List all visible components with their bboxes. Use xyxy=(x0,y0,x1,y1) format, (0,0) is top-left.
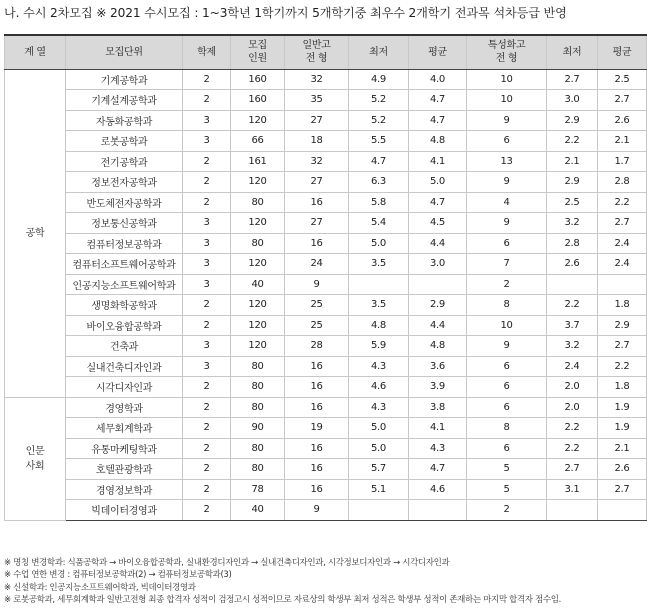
cell-specialized-avg: 1.9 xyxy=(598,397,647,418)
cell-quota: 161 xyxy=(231,151,285,172)
cell-dept: 전기공학과 xyxy=(66,151,183,172)
cell-years: 2 xyxy=(183,377,231,398)
cell-general-avg: 4.3 xyxy=(409,438,467,459)
cell-years: 2 xyxy=(183,69,231,90)
cell-specialized: 10 xyxy=(467,90,547,111)
cell-general-best: 5.9 xyxy=(349,336,409,357)
header-quota: 모집 인원 xyxy=(231,35,285,69)
cell-specialized-best: 2.7 xyxy=(547,459,598,480)
cell-general: 35 xyxy=(285,90,349,111)
cell-dept: 인공지능소프트웨어학과 xyxy=(66,274,183,295)
cell-specialized: 9 xyxy=(467,172,547,193)
cell-general-best: 4.3 xyxy=(349,397,409,418)
cell-specialized: 9 xyxy=(467,110,547,131)
cell-quota: 80 xyxy=(231,356,285,377)
cell-quota: 80 xyxy=(231,438,285,459)
cell-dept: 기계공학과 xyxy=(66,69,183,90)
table-row xyxy=(5,192,647,213)
table-row xyxy=(5,459,647,480)
cell-specialized-avg: 2.7 xyxy=(598,90,647,111)
cell-specialized-best: 2.2 xyxy=(547,438,598,459)
cell-specialized-best: 2.2 xyxy=(547,131,598,152)
header-specialized: 특성화고 전 형 xyxy=(467,35,547,69)
cell-specialized-best: 2.9 xyxy=(547,172,598,193)
cell-specialized-best xyxy=(547,500,598,521)
cell-general: 16 xyxy=(285,438,349,459)
cell-years: 2 xyxy=(183,479,231,500)
cell-general: 16 xyxy=(285,233,349,254)
cell-general-best: 6.3 xyxy=(349,172,409,193)
cell-general: 19 xyxy=(285,418,349,439)
group-cell: 인문 사회 xyxy=(5,397,66,520)
cell-general: 16 xyxy=(285,459,349,480)
cell-specialized-best: 2.9 xyxy=(547,110,598,131)
cell-years: 2 xyxy=(183,315,231,336)
table-row xyxy=(5,479,647,500)
cell-general-avg: 4.4 xyxy=(409,315,467,336)
cell-general-avg: 5.0 xyxy=(409,172,467,193)
cell-years: 2 xyxy=(183,397,231,418)
cell-dept: 반도체전자공학과 xyxy=(66,192,183,213)
cell-quota: 80 xyxy=(231,397,285,418)
table-row xyxy=(5,418,647,439)
cell-specialized: 10 xyxy=(467,315,547,336)
cell-years: 2 xyxy=(183,295,231,316)
cell-quota: 120 xyxy=(231,213,285,234)
table-row xyxy=(5,336,647,357)
cell-specialized-avg: 2.1 xyxy=(598,438,647,459)
cell-general-best: 4.7 xyxy=(349,151,409,172)
header-group: 계 열 xyxy=(5,35,66,69)
cell-general: 16 xyxy=(285,377,349,398)
header-general-avg: 평균 xyxy=(409,35,467,69)
cell-specialized: 2 xyxy=(467,274,547,295)
cell-quota: 120 xyxy=(231,254,285,275)
cell-specialized: 9 xyxy=(467,213,547,234)
cell-general-best: 4.9 xyxy=(349,69,409,90)
cell-general-best xyxy=(349,274,409,295)
cell-quota: 80 xyxy=(231,459,285,480)
cell-general-best xyxy=(349,500,409,521)
cell-specialized-avg: 2.1 xyxy=(598,131,647,152)
cell-general: 25 xyxy=(285,315,349,336)
cell-general-best: 5.5 xyxy=(349,131,409,152)
cell-years: 2 xyxy=(183,90,231,111)
cell-specialized-best: 2.6 xyxy=(547,254,598,275)
cell-specialized: 13 xyxy=(467,151,547,172)
cell-years: 2 xyxy=(183,172,231,193)
cell-general: 27 xyxy=(285,110,349,131)
cell-quota: 66 xyxy=(231,131,285,152)
cell-specialized: 6 xyxy=(467,131,547,152)
cell-specialized-avg: 1.9 xyxy=(598,418,647,439)
cell-general-best: 5.7 xyxy=(349,459,409,480)
cell-dept: 세무회계학과 xyxy=(66,418,183,439)
header-years: 학제 xyxy=(183,35,231,69)
cell-dept: 경영학과 xyxy=(66,397,183,418)
cell-general: 25 xyxy=(285,295,349,316)
cell-quota: 40 xyxy=(231,274,285,295)
cell-specialized-best: 2.2 xyxy=(547,418,598,439)
cell-specialized-avg: 1.8 xyxy=(598,295,647,316)
cell-specialized: 7 xyxy=(467,254,547,275)
cell-years: 2 xyxy=(183,500,231,521)
cell-years: 3 xyxy=(183,336,231,357)
cell-dept: 빅데이터경영과 xyxy=(66,500,183,521)
cell-general-avg: 4.7 xyxy=(409,192,467,213)
cell-general-best: 5.4 xyxy=(349,213,409,234)
cell-specialized-avg: 2.2 xyxy=(598,192,647,213)
cell-general-avg: 4.1 xyxy=(409,151,467,172)
cell-general: 32 xyxy=(285,69,349,90)
cell-specialized: 10 xyxy=(467,69,547,90)
cell-dept: 호텔관광학과 xyxy=(66,459,183,480)
cell-years: 2 xyxy=(183,192,231,213)
cell-general-best: 5.8 xyxy=(349,192,409,213)
table-row xyxy=(5,90,647,111)
cell-general-best: 5.0 xyxy=(349,233,409,254)
cell-specialized: 9 xyxy=(467,336,547,357)
cell-general: 27 xyxy=(285,172,349,193)
cell-specialized-best: 2.0 xyxy=(547,397,598,418)
cell-general: 32 xyxy=(285,151,349,172)
cell-specialized-avg: 1.7 xyxy=(598,151,647,172)
cell-dept: 바이오융합공학과 xyxy=(66,315,183,336)
cell-quota: 90 xyxy=(231,418,285,439)
cell-general-best: 5.0 xyxy=(349,418,409,439)
header-dept: 모집단위 xyxy=(66,35,183,69)
cell-general-best: 3.5 xyxy=(349,254,409,275)
cell-years: 3 xyxy=(183,131,231,152)
cell-years: 2 xyxy=(183,418,231,439)
cell-general-best: 5.2 xyxy=(349,90,409,111)
cell-dept: 정보통신공학과 xyxy=(66,213,183,234)
cell-general-best: 5.2 xyxy=(349,110,409,131)
table-header xyxy=(5,35,647,69)
cell-general-avg: 3.9 xyxy=(409,377,467,398)
footnote: ※ 명칭 변경학과: 식품공학과 → 바이오융합공학과, 실내환경디자인과 → 실내건축디자인과, 시각정보디자인과 → 시각디자인과 xyxy=(4,558,450,568)
header-specialized-best: 최저 xyxy=(547,35,598,69)
cell-general-avg xyxy=(409,274,467,295)
table-row xyxy=(5,254,647,275)
cell-quota: 80 xyxy=(231,377,285,398)
cell-specialized: 6 xyxy=(467,377,547,398)
table-body xyxy=(5,69,647,520)
cell-general-best: 4.8 xyxy=(349,315,409,336)
cell-specialized-best xyxy=(547,274,598,295)
cell-quota: 80 xyxy=(231,233,285,254)
cell-general-avg: 4.1 xyxy=(409,418,467,439)
cell-general-best: 4.3 xyxy=(349,356,409,377)
cell-years: 2 xyxy=(183,151,231,172)
cell-general-best: 5.1 xyxy=(349,479,409,500)
cell-general-avg: 4.4 xyxy=(409,233,467,254)
cell-general-avg: 4.7 xyxy=(409,110,467,131)
table-row xyxy=(5,295,647,316)
cell-general-avg: 4.5 xyxy=(409,213,467,234)
cell-dept: 건축과 xyxy=(66,336,183,357)
header-specialized-avg: 평균 xyxy=(598,35,647,69)
cell-dept: 유통마케팅학과 xyxy=(66,438,183,459)
cell-specialized-best: 2.1 xyxy=(547,151,598,172)
cell-specialized-avg: 2.6 xyxy=(598,110,647,131)
admission-results-table xyxy=(4,34,647,521)
cell-specialized-best: 3.2 xyxy=(547,213,598,234)
group-cell: 공학 xyxy=(5,69,66,397)
cell-dept: 로봇공학과 xyxy=(66,131,183,152)
cell-specialized-best: 3.7 xyxy=(547,315,598,336)
cell-general-avg: 3.0 xyxy=(409,254,467,275)
cell-specialized: 4 xyxy=(467,192,547,213)
cell-general: 27 xyxy=(285,213,349,234)
table-row xyxy=(5,213,647,234)
cell-quota: 120 xyxy=(231,336,285,357)
cell-specialized-best: 3.2 xyxy=(547,336,598,357)
cell-specialized-avg: 2.7 xyxy=(598,336,647,357)
cell-specialized-avg: 2.4 xyxy=(598,254,647,275)
cell-general-best: 5.0 xyxy=(349,438,409,459)
cell-specialized-avg: 2.7 xyxy=(598,213,647,234)
cell-years: 2 xyxy=(183,459,231,480)
cell-general-avg: 4.7 xyxy=(409,90,467,111)
cell-general-avg: 3.6 xyxy=(409,356,467,377)
cell-dept: 경영정보학과 xyxy=(66,479,183,500)
cell-specialized-avg xyxy=(598,500,647,521)
cell-dept: 정보전자공학과 xyxy=(66,172,183,193)
cell-specialized-best: 2.0 xyxy=(547,377,598,398)
cell-specialized-avg: 2.2 xyxy=(598,356,647,377)
cell-years: 3 xyxy=(183,110,231,131)
cell-general: 16 xyxy=(285,397,349,418)
table-row xyxy=(5,500,647,521)
cell-specialized: 5 xyxy=(467,479,547,500)
cell-quota: 120 xyxy=(231,315,285,336)
table-row xyxy=(5,233,647,254)
cell-general-avg: 4.6 xyxy=(409,479,467,500)
cell-general: 16 xyxy=(285,479,349,500)
cell-years: 2 xyxy=(183,438,231,459)
cell-specialized: 5 xyxy=(467,459,547,480)
cell-quota: 160 xyxy=(231,90,285,111)
cell-quota: 120 xyxy=(231,110,285,131)
cell-years: 3 xyxy=(183,233,231,254)
cell-specialized-avg: 2.8 xyxy=(598,172,647,193)
cell-specialized: 6 xyxy=(467,397,547,418)
cell-general-avg: 4.7 xyxy=(409,459,467,480)
cell-specialized: 6 xyxy=(467,438,547,459)
cell-general: 9 xyxy=(285,500,349,521)
cell-specialized-avg: 2.4 xyxy=(598,233,647,254)
table-row xyxy=(5,438,647,459)
cell-quota: 160 xyxy=(231,69,285,90)
table-row xyxy=(5,315,647,336)
cell-dept: 컴퓨터소프트웨어공학과 xyxy=(66,254,183,275)
footnote: ※ 로봇공학과, 세무회계학과 일반고전형 최종 합격자 성적이 검정고시 성적이므로 자료상의 학생부 최저 성적은 학생부 성적이 존재하는 마지막 합격자 점수임. xyxy=(4,594,561,605)
table-row xyxy=(5,356,647,377)
table-row xyxy=(5,274,647,295)
cell-general-avg: 4.8 xyxy=(409,336,467,357)
cell-general-avg xyxy=(409,500,467,521)
cell-specialized-best: 2.5 xyxy=(547,192,598,213)
cell-specialized: 8 xyxy=(467,418,547,439)
footnote: ※ 신설학과: 인공지능소프트웨어학과, 빅데이터경영과 xyxy=(4,582,196,593)
cell-specialized-best: 2.7 xyxy=(547,69,598,90)
table-row xyxy=(5,69,647,90)
cell-specialized-avg xyxy=(598,274,647,295)
cell-specialized-avg: 1.8 xyxy=(598,377,647,398)
table-row xyxy=(5,110,647,131)
header-general-best: 최저 xyxy=(349,35,409,69)
cell-quota: 78 xyxy=(231,479,285,500)
table-row xyxy=(5,131,647,152)
cell-general: 16 xyxy=(285,356,349,377)
cell-general-avg: 4.8 xyxy=(409,131,467,152)
cell-specialized-avg: 2.7 xyxy=(598,479,647,500)
page-title: 나. 수시 2차모집 ※ 2021 수시모집 : 1~3학년 1학기까지 5개학기중 최우수 2개학기 전과목 석차등급 반영 xyxy=(4,6,567,20)
cell-dept: 실내건축디자인과 xyxy=(66,356,183,377)
cell-specialized-best: 3.1 xyxy=(547,479,598,500)
cell-years: 3 xyxy=(183,356,231,377)
table-row xyxy=(5,397,647,418)
cell-specialized: 6 xyxy=(467,356,547,377)
cell-dept: 생명화학공학과 xyxy=(66,295,183,316)
cell-years: 3 xyxy=(183,254,231,275)
cell-general-avg: 4.0 xyxy=(409,69,467,90)
cell-general: 28 xyxy=(285,336,349,357)
table-row xyxy=(5,172,647,193)
cell-specialized: 8 xyxy=(467,295,547,316)
cell-dept: 시각디자인과 xyxy=(66,377,183,398)
cell-general-best: 4.6 xyxy=(349,377,409,398)
cell-specialized-avg: 2.5 xyxy=(598,69,647,90)
cell-specialized-best: 2.4 xyxy=(547,356,598,377)
cell-quota: 120 xyxy=(231,295,285,316)
cell-years: 3 xyxy=(183,274,231,295)
cell-quota: 80 xyxy=(231,192,285,213)
cell-specialized-avg: 2.9 xyxy=(598,315,647,336)
cell-dept: 자동화공학과 xyxy=(66,110,183,131)
table-row xyxy=(5,377,647,398)
cell-general-avg: 3.8 xyxy=(409,397,467,418)
cell-quota: 40 xyxy=(231,500,285,521)
cell-general: 18 xyxy=(285,131,349,152)
footnotes xyxy=(4,557,649,606)
cell-specialized-best: 2.8 xyxy=(547,233,598,254)
cell-specialized-avg: 2.6 xyxy=(598,459,647,480)
cell-general-avg: 2.9 xyxy=(409,295,467,316)
cell-specialized: 2 xyxy=(467,500,547,521)
cell-quota: 120 xyxy=(231,172,285,193)
footnote: ※ 수업 연한 변경 : 컴퓨터정보공학과(2) → 컴퓨터정보공학과(3) xyxy=(4,570,232,581)
table-row xyxy=(5,151,647,172)
cell-specialized: 6 xyxy=(467,233,547,254)
cell-general: 16 xyxy=(285,192,349,213)
cell-dept: 기계설계공학과 xyxy=(66,90,183,111)
cell-specialized-best: 3.0 xyxy=(547,90,598,111)
cell-general-best: 3.5 xyxy=(349,295,409,316)
cell-general: 9 xyxy=(285,274,349,295)
cell-general: 24 xyxy=(285,254,349,275)
cell-specialized-best: 2.2 xyxy=(547,295,598,316)
header-general: 일반고 전 형 xyxy=(285,35,349,69)
cell-dept: 컴퓨터정보공학과 xyxy=(66,233,183,254)
cell-years: 3 xyxy=(183,213,231,234)
